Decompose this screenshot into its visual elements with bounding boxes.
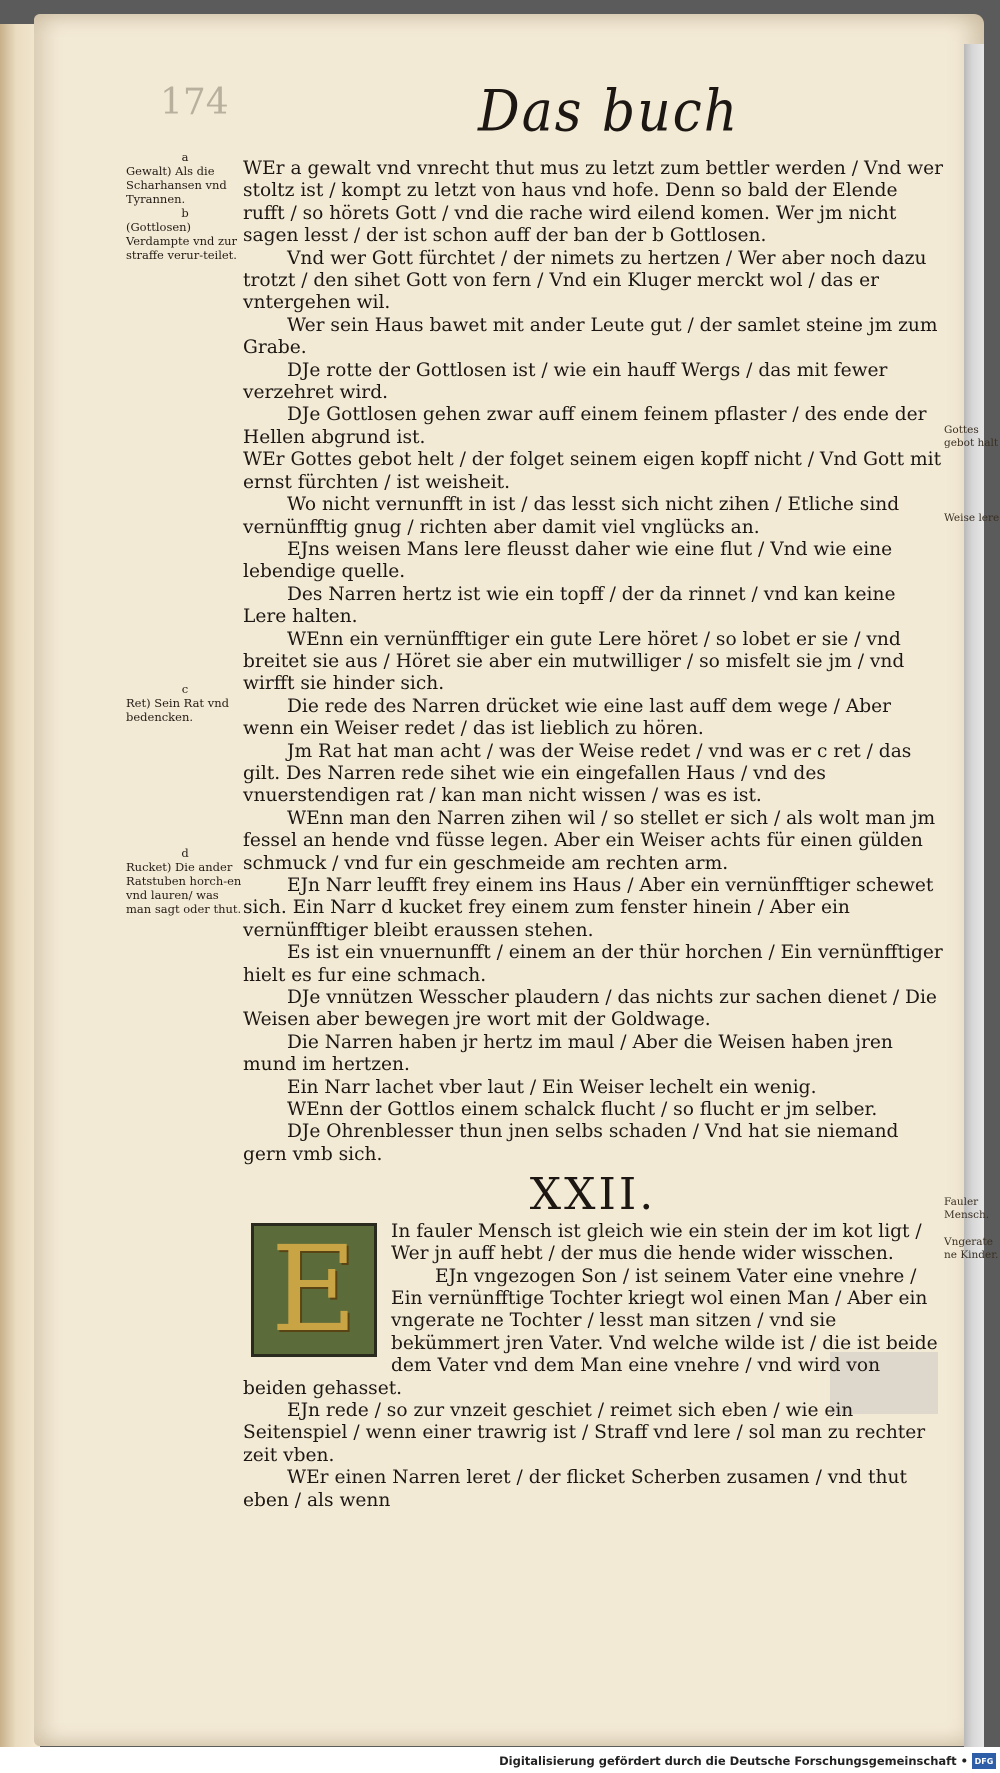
margin-note-b-text: (Gottlosen) Verdampte vnd zur straffe verur-teilet. (126, 220, 238, 262)
footer-bar (0, 1747, 1000, 1773)
right-margin-note-3: Fauler Mensch. (944, 1196, 990, 1221)
verse-paragraph: Die rede des Narren drücket wie eine last auff dem wege / Aber wenn ein Weiser redet / das ist lieblich zu hören. (243, 695, 892, 740)
initial-letter: E (270, 1220, 358, 1359)
verse-paragraph: Jm Rat hat man acht / was der Weise redet / vnd was er c ret / das gilt. Des Narren rede sihet wie ein eingefallen Haus / vnd des vnuerstendigen rat / kan man nicht wissen / was es ist. (243, 740, 912, 807)
verse-paragraph: DJe Ohrenblesser thun jnen selbs schaden / Vnd hat sie niemand gern vmb sich. (243, 1121, 899, 1165)
verse-paragraph: DJe Gottlosen gehen zwar auff einem feinem pflaster / des ende der Hellen abgrund ist. (243, 404, 927, 448)
verse-paragraph: Wo nicht vernunfft in ist / das lesst sich nicht zihen / Etliche sind vernünfftig gnug / richten aber damit viel vnglücks an. (243, 494, 900, 538)
verse-paragraph: Wer sein Haus bawet mit ander Leute gut / der samlet steine jm zum Grabe. (243, 314, 938, 359)
verse-paragraph: Die Narren haben jr hertz im maul / Aber die Weisen haben jren mund im hertzen. (243, 1031, 893, 1076)
bleed-through-page-number: 174 (160, 82, 229, 123)
verse-paragraph: WEr a gewalt vnd vnrecht thut mus zu letzt zum bettler werden / Vnd wer stoltz ist / kompt zu letzt von haus vnd hofe. Denn so bald der Elende rufft / so hörets Gott / vnd die rache wird eilend komen. Wer jm nicht sagen lesst / der ist schon auff der ban der b Gottlosen. (243, 158, 944, 247)
page-edge-right (964, 44, 984, 1764)
verse-paragraph: Es ist ein vnuernunfft / einem an der thür horchen / Ein vernünfftiger hielt es fur eine schmach. (243, 942, 943, 986)
margin-note-b: b (181, 206, 189, 220)
verse-paragraph: WEnn man den Narren zihen wil / so stellet er sich / als wolt man jm fessel an hende vnd füsse legen. Aber ein Weiser achts für einen gülden schmuck / vnd fur ein geschmeide am rechten arm. (243, 807, 936, 874)
verse-paragraph: WEr einen Narren leret / der flicket Scherben zusamen / vnd thut eben / als wenn (243, 1467, 907, 1511)
right-margin-note-4: Vngerate ne Kinder. (944, 1236, 999, 1261)
running-header: Das buch (478, 79, 740, 145)
main-text-block (243, 158, 943, 1512)
verse-paragraph: Vnd wer Gott fürchtet / der nimets zu hertzen / Wer aber noch dazu trotzt / den sihet Gott von fern / Vnd ein Kluger merckt wol / das er vntergehen wil. (243, 247, 927, 314)
right-margin-note-1: Gottes gebot halt (944, 424, 999, 449)
right-margin-note-2: Weise lere (944, 512, 1000, 524)
chapter-heading: XXII. (529, 1169, 657, 1221)
dfg-logo-icon: DFG (972, 1753, 996, 1769)
verse-paragraph: WEnn der Gottlos einem schalck flucht / so flucht er jm selber. (287, 1099, 878, 1121)
margin-note-a: a (181, 150, 189, 164)
margin-note-c-text: Ret) Sein Rat vnd bedencken. (126, 696, 229, 724)
verse-paragraph: In fauler Mensch ist gleich wie ein stein der im kot ligt / Wer jn auff hebt / der mus die hende wider wisschen. (391, 1220, 922, 1265)
margin-note-c: c (181, 682, 189, 696)
verse-paragraph: WEr Gottes gebot helt / der folget seinem eigen kopff nicht / Vnd Gott mit ernst fürchten / ist weisheit. (243, 449, 942, 493)
verse-paragraph: DJe vnnützen Wesscher plaudern / das nichts zur sachen dienet / Die Weisen aber bewegen jre wort mit der Goldwage. (243, 987, 937, 1031)
funding-credit: Digitalisierung gefördert durch die Deutsche Forschungsgemeinschaft • (499, 1754, 968, 1768)
verse-paragraph: Des Narren hertz ist wie ein topff / der da rinnet / vnd kan keine Lere halten. (243, 583, 896, 628)
decorated-initial (251, 1220, 377, 1359)
verse-paragraph: Ein Narr lachet vber laut / Ein Weiser lechelt ein wenig. (287, 1076, 817, 1098)
verse-paragraph: EJn Narr leufft frey einem ins Haus / Aber ein vernünfftiger schewet sich. Ein Narr d kucket frey einem zum fenster hinein / Aber ein vernünfftiger bleibt eraussen stehen. (243, 875, 934, 941)
verse-paragraph: DJe rotte der Gottlosen ist / wie ein hauff Wergs / das mit fewer verzehret wird. (243, 359, 888, 404)
margin-note-d: d (181, 846, 189, 860)
verse-paragraph: EJn rede / so zur vnzeit geschiet / reimet sich eben / wie ein Seitenspiel / wenn einer trawrig ist / Straff vnd lere / sol man zu rechter zeit vben. (243, 1399, 926, 1466)
verse-paragraph: WEnn ein vernünfftiger ein gute Lere höret / so lobet er sie / vnd breitet sie aus / Höret sie aber ein mutwilliger / so misfelt sie jm / vnd wirfft sie hinder sich. (243, 628, 905, 695)
margin-note-d-text: Rucket) Die ander Ratstuben horch-en vnd lauren/ was man sagt oder thut. (126, 860, 242, 916)
margin-note-a-text: Gewalt) Als die Scharhansen vnd Tyrannen. (126, 164, 227, 206)
verse-paragraph: EJn vngezogen Son / ist seinem Vater eine vnehre / Ein vernünfftige Tochter kriegt wol einen Man / Aber ein vngerate ne Tochter / lesst man sitzen / vnd sie bekümmert jren Vater. Vnd welche wilde ist / die ist beide dem Vater vnd dem Man eine vnehre / vnd wird von beiden gehasset. (243, 1265, 938, 1399)
verse-paragraph: EJns weisen Mans lere fleusst daher wie eine flut / Vnd wie eine lebendige quelle. (243, 538, 893, 583)
